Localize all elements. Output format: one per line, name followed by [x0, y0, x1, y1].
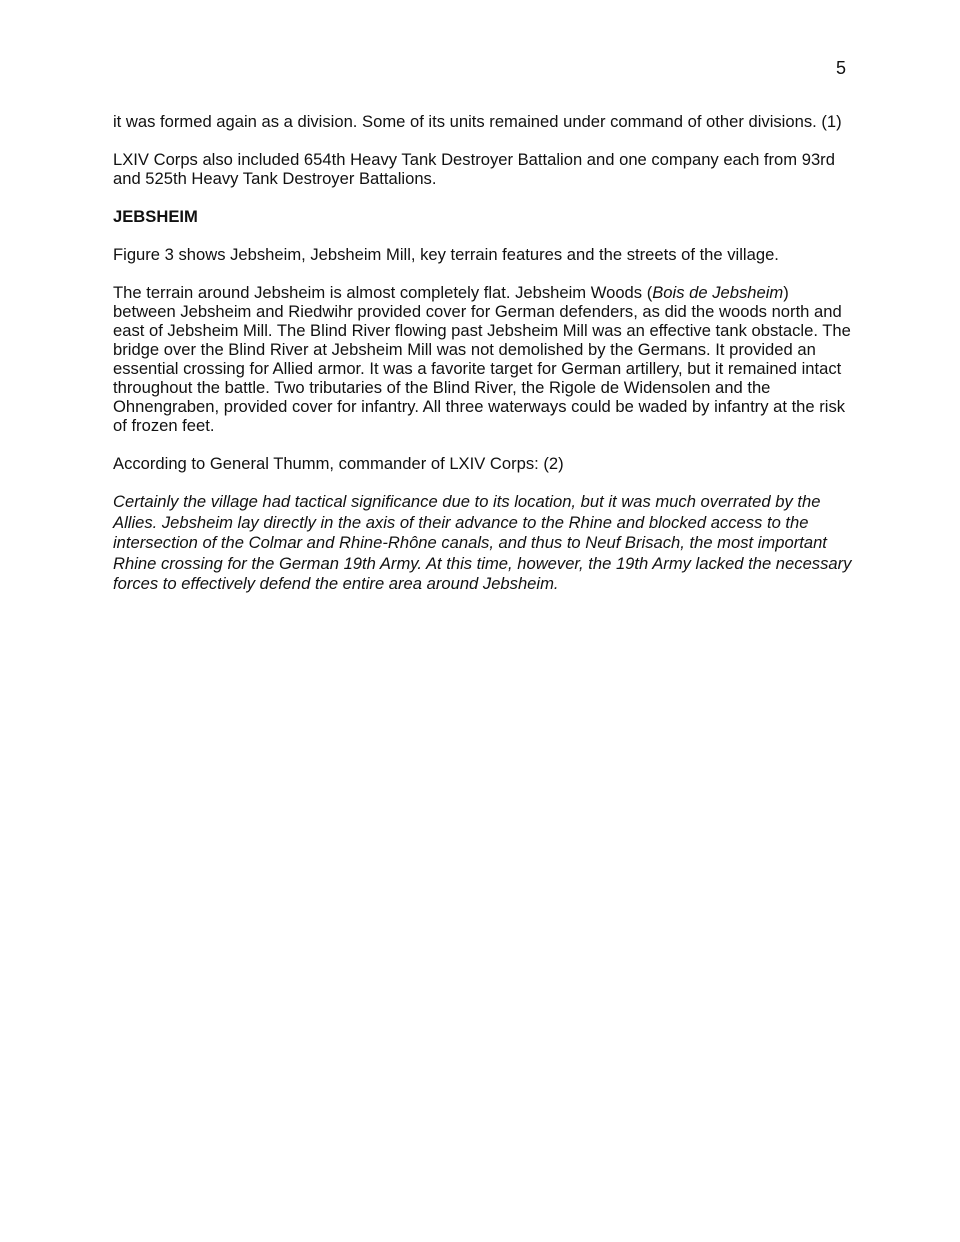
- paragraph-figure-3: Figure 3 shows Jebsheim, Jebsheim Mill, key terrain features and the streets of the village.: [113, 245, 779, 264]
- paragraph-lxiv-corps: LXIV Corps also included 654th Heavy Tank Destroyer Battalion and one company each from 93rd and 525th Heavy Tank Destroyer Battalions.: [113, 150, 835, 188]
- paragraph-terrain-part-2: ) between Jebsheim and Riedwihr provided cover for German defenders, as did the woods north and east of Jebsheim Mill. The Blind River flowing past Jebsheim Mill was an effective tank obstacle. The bridge over the Blind River at Jebsheim Mill was not demolished by the Germans. It provided an essential crossing for Allied armor. It was a favorite target for German artillery, but it remained intact throughout the battle. Two tributaries of the Blind River, the Rigole de Widensolen and the Ohnengraben, provided cover for infantry. All three waterways could be waded by infantry at the risk of frozen feet.: [113, 283, 851, 435]
- section-heading: JEBSHEIM: [113, 207, 198, 226]
- document-body: [113, 112, 853, 614]
- paragraph-terrain: [113, 283, 853, 435]
- paragraph-thumm-intro: According to General Thumm, commander of LXIV Corps: (2): [113, 454, 564, 473]
- paragraph-terrain-part-1: The terrain around Jebsheim is almost completely flat. Jebsheim Woods (: [113, 283, 653, 302]
- paragraph-terrain-italic: Bois de Jebsheim: [652, 283, 784, 302]
- quote-thumm: Certainly the village had tactical significance due to its location, but it was much overrated by the Allies. Jebsheim lay directly in the axis of their advance to the Rhine and blocked access to the intersection of the Colmar and Rhine-Rhône canals, and thus to Neuf Brisach, the most important Rhine crossing for the German 19th Army. At this time, however, the 19th Army lacked the necessary forces to effectively defend the entire area around Jebsheim.: [113, 492, 852, 593]
- page-number: 5: [835, 58, 846, 78]
- paragraph-division: it was formed again as a division. Some of its units remained under command of other divisions. (1): [113, 112, 842, 131]
